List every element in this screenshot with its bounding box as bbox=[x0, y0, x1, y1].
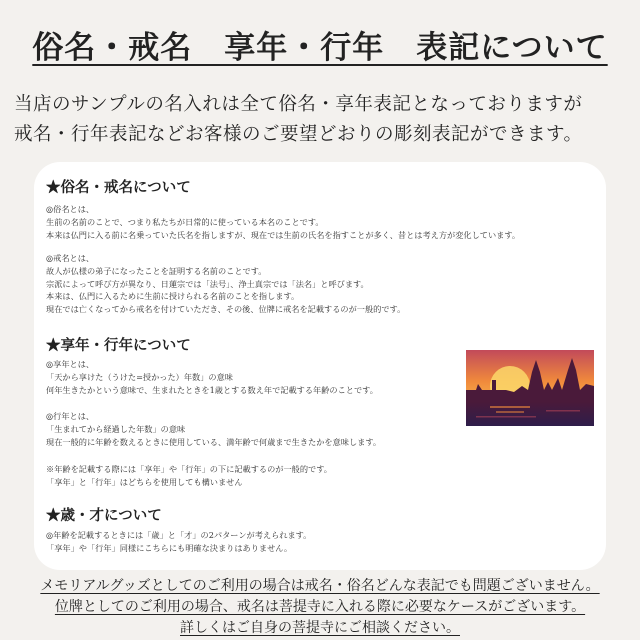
paragraph-sai bbox=[46, 529, 311, 555]
section-heading-zokumyo-kaimyo: ★俗名・戒名について bbox=[46, 179, 191, 196]
notice-consult-temple: 詳しくはご自身の菩提寺にご相談ください。 bbox=[180, 620, 460, 636]
text-line: 「生まれてから経過した年数」の意味 bbox=[46, 423, 186, 434]
text-line: 「享年」や「行年」同様にこちらにも明確な決まりはありません。 bbox=[46, 542, 293, 553]
paragraph-zokumyo bbox=[46, 203, 520, 241]
text-line: ◎年齢を記載するときには「歳」と「才」の2パターンが考えられます。 bbox=[46, 530, 312, 540]
text-line: 本来は仏門に入る前に名乗っていた氏名を指しますが、現在では生前の氏名を指すことが多く、昔とは考え方が変化しています。 bbox=[46, 229, 521, 240]
intro-line-1: 当店のサンプルの名入れは全て俗名・享年表記となっておりますが bbox=[14, 94, 583, 115]
intro-line-2: 戒名・行年表記などお客様のご要望どおりの彫刻表記ができます。 bbox=[14, 124, 583, 145]
temple-sunset-illustration bbox=[466, 350, 594, 426]
text-line: 何年生きたかという意味で、生まれたときを1歳とする数え年で記載する年齢のことです。 bbox=[46, 384, 378, 395]
text-line: 現在では亡くなってから戒名を付けていただき、その後、位牌に戒名を記載するのが一般的です。 bbox=[46, 304, 406, 315]
section-heading-kyonen-gyonen: ★享年・行年について bbox=[46, 337, 191, 354]
notice-memorial-goods: メモリアルグッズとしてのご利用の場合は戒名・俗名どんな表記でも問題ございません。 bbox=[40, 578, 600, 594]
text-line: 「享年」と「行年」はどちらを使用しても構いません bbox=[46, 476, 243, 487]
paragraph-kyonen bbox=[46, 358, 378, 396]
text-line: 現在一般的に年齢を数えるときに使用している、満年齢で何歳まで生きたかを意味します。 bbox=[46, 436, 382, 447]
paragraph-kaimyo bbox=[46, 252, 405, 316]
paragraph-age-note bbox=[46, 463, 332, 489]
text-line: 宗派によって呼び方が異なり、日蓮宗では「法号」、浄土真宗では「法名」と呼びます。 bbox=[46, 278, 369, 289]
text-line: 生前の名前のことで、つまり私たちが日常的に使っている本名のことです。 bbox=[46, 216, 324, 227]
text-line: 故人が仏様の弟子になったことを証明する名前のことです。 bbox=[46, 265, 267, 276]
text-line: ◎享年とは、 bbox=[46, 359, 95, 369]
notice-ihai-usage: 位牌としてのご利用の場合、戒名は菩提寺に入れる際に必要なケースがございます。 bbox=[54, 599, 586, 615]
text-line: ◎行年とは、 bbox=[46, 411, 95, 421]
paragraph-gyonen bbox=[46, 410, 381, 448]
info-card bbox=[34, 162, 606, 570]
page-title: 俗名・戒名 享年・行年 表記について bbox=[32, 30, 608, 66]
text-line: ※年齢を記載する際には「享年」や「行年」の下に記載するのが一般的です。 bbox=[46, 464, 332, 474]
section-heading-sai: ★歳・才について bbox=[46, 507, 162, 524]
text-line: ◎俗名とは、 bbox=[46, 204, 95, 214]
text-line: 本来は、仏門に入るために生前に授けられる名前のことを指します。 bbox=[46, 291, 300, 302]
text-line: ◎戒名とは、 bbox=[46, 253, 95, 263]
text-line: 「天から享けた（うけた=授かった）年数」の意味 bbox=[46, 371, 233, 382]
